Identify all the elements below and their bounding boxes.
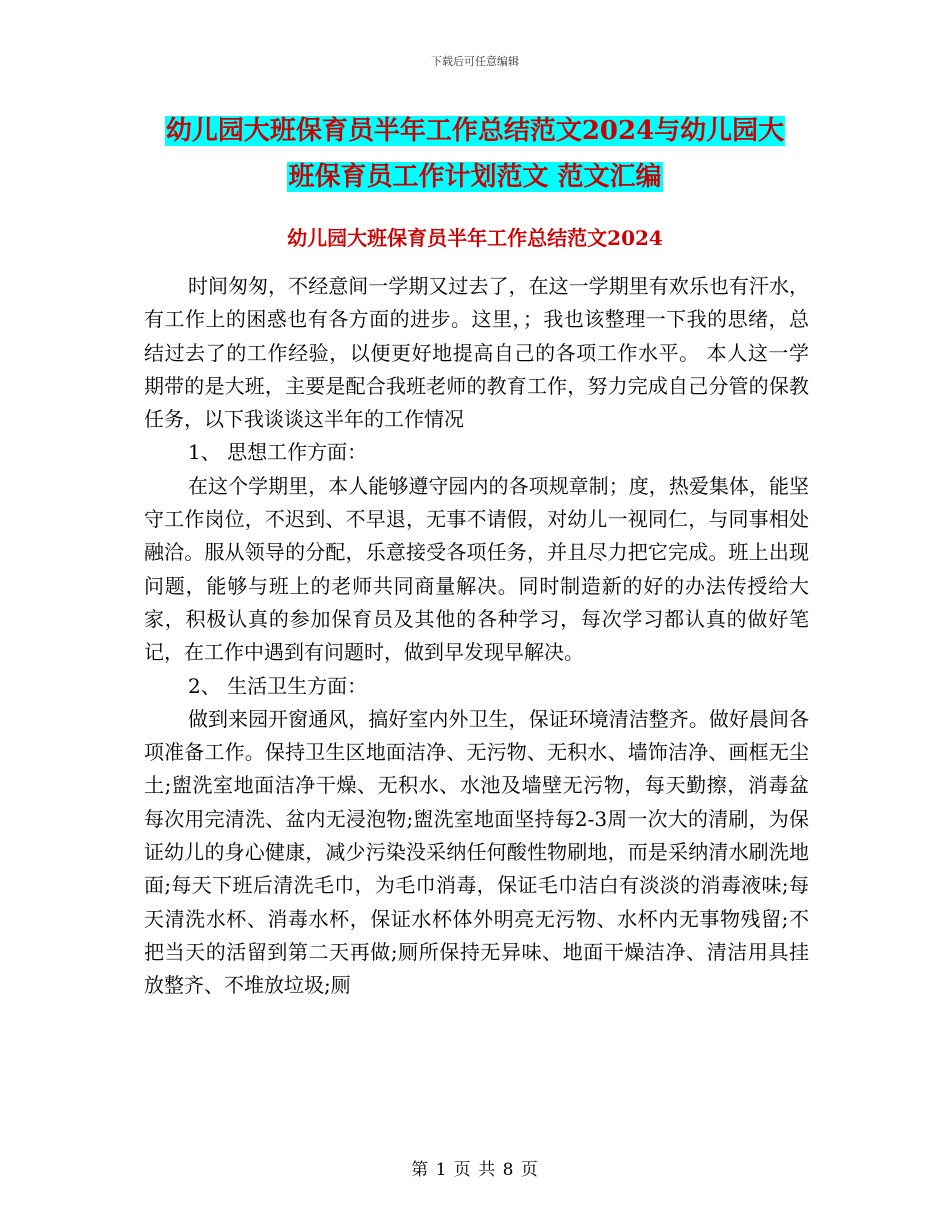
paragraph-hygiene: 做到来园开窗通风，搞好室内外卫生，保证环境清洁整齐。做好晨间各项准备工作。保持卫生区地面洁净、无污物、无积水、墙饰洁净、画框无尘土;盥洗室地面洁净干燥、无积水、水池及墙壁无污物，每天勤擦，消毒盆每次用完清洗、盆内无浸泡物;盥洗室地面坚持每2-3周一次大的清刷，为保证幼儿的身心健康，减少污染没采纳任何酸性物刷地，而是采纳清水刷洗地面;每天下班后清洗毛巾，为毛巾消毒，保证毛巾洁白有淡淡的消毒液味;每天清洗水杯、消毒水杯，保证水杯体外明亮无污物、水杯内无事物残留;不把当天的活留到第二天再做;厕所保持无异味、地面干燥洁净、清洁用具挂放整齐、不堆放垃圾;厕 bbox=[144, 706, 809, 998]
main-title-line-2: 班保育员工作计划范文 范文汇编 bbox=[288, 162, 662, 192]
main-title-line-1: 幼儿园大班保育员半年工作总结范文2024与幼儿园大 bbox=[165, 116, 785, 146]
heading-hygiene: 2、 生活卫生方面： bbox=[188, 673, 368, 698]
heading-ideology: 1、 思想工作方面： bbox=[188, 440, 368, 465]
page-footer: 第 1 页 共 8 页 bbox=[411, 1160, 539, 1180]
header-note: 下载后可任意编辑 bbox=[431, 55, 519, 68]
paragraph-ideology: 在这个学期里，本人能够遵守园内的各项规章制；度，热爱集体，能坚守工作岗位，不迟到、不早退，无事不请假，对幼儿一视同仁，与同事相处融洽。服从领导的分配，乐意接受各项任务，并且尽力把它完成。班上出现问题，能够与班上的老师共同商量解决。同时制造新的好的办法传授给大家，积极认真的参加保育员及其他的各种学习，每次学习都认真的做好笔记，在工作中遇到有问题时，做到早发现早解决。 bbox=[144, 473, 809, 665]
document-body bbox=[144, 270, 809, 1003]
paragraph-intro: 时间匆匆，不经意间一学期又过去了，在这一学期里有欢乐也有汗水，有工作上的困惑也有各方面的进步。这里，；我也该整理一下我的思绪，总结过去了的工作经验，以便更好地提高自己的各项工作水平。 本人这一学期带的是大班，主要是配合我班老师的教育工作，努力完成自己分管的保教任务，以下我谈谈这半年的工作情况 bbox=[144, 274, 809, 432]
section-title: 幼儿园大班保育员半年工作总结范文2024 bbox=[287, 226, 663, 250]
main-title bbox=[145, 108, 805, 200]
